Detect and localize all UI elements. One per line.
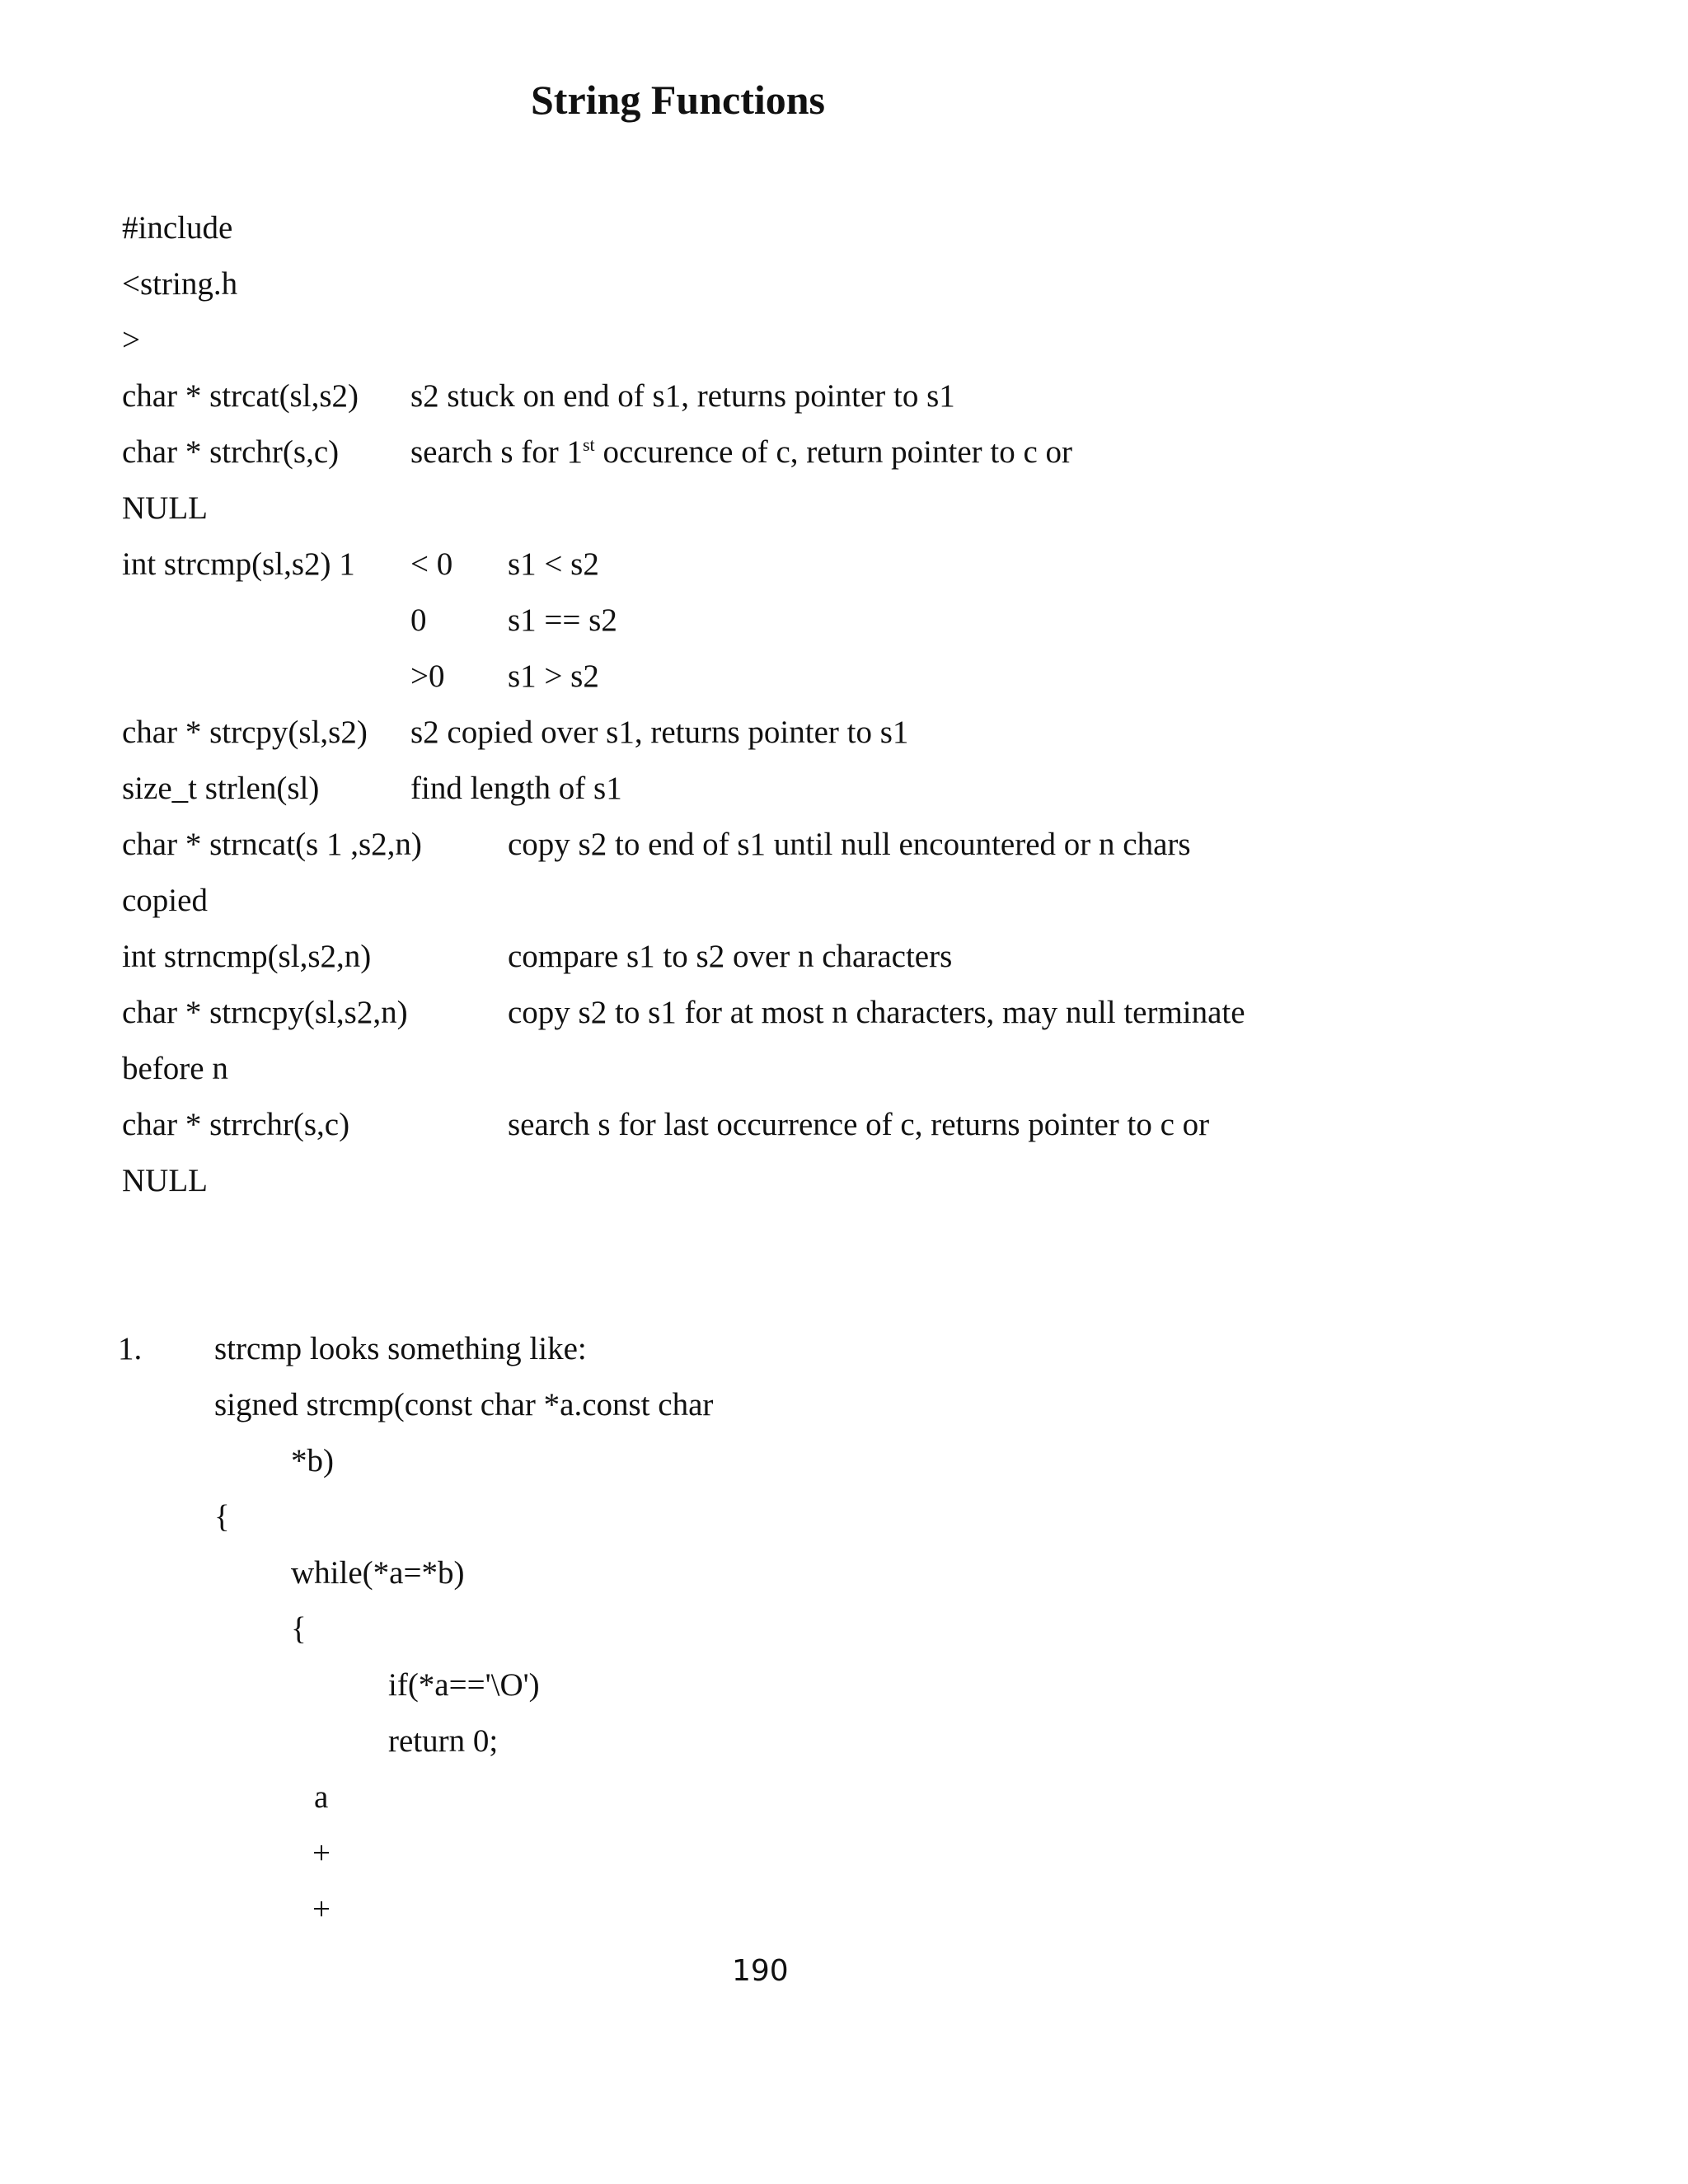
strlen-description: find length of s1	[410, 771, 622, 806]
strchr-description-part2: occurence of c, return pointer to c or	[594, 434, 1072, 470]
code-line: while(*a=*b)	[291, 1555, 465, 1591]
strrchr-signature: char * strrchr(s,c)	[122, 1107, 350, 1142]
include-directive: #include	[122, 210, 233, 246]
strcat-description: s2 stuck on end of s1, returns pointer to s1	[410, 378, 955, 414]
code-line: if(*a=='\O')	[388, 1667, 540, 1703]
strncpy-description-continued: before n	[122, 1051, 228, 1086]
strncat-description: copy s2 to end of s1 until null encountered or n chars	[508, 827, 1191, 862]
code-line: +	[312, 1891, 331, 1927]
strrchr-description: search s for last occurrence of c, returns pointer to c or	[508, 1107, 1210, 1142]
strcpy-signature: char * strcpy(sl,s2)	[122, 715, 368, 750]
strcmp-case-meaning: s1 < s2	[508, 546, 599, 582]
page-number: 190	[732, 1954, 789, 1988]
strrchr-description-continued: NULL	[122, 1163, 208, 1198]
strncat-signature: char * strncat(s 1 ,s2,n)	[122, 827, 422, 862]
ordinal-superscript: st	[583, 434, 595, 455]
strcat-signature: char * strcat(sl,s2)	[122, 378, 359, 414]
strncpy-signature: char * strncpy(sl,s2,n)	[122, 995, 408, 1030]
strncmp-description: compare s1 to s2 over n characters	[508, 939, 953, 974]
code-line: return 0;	[388, 1723, 499, 1759]
page-title: String Functions	[531, 77, 826, 123]
code-line: signed strcmp(const char *a.const char	[214, 1387, 714, 1422]
strcmp-case-meaning: s1 == s2	[508, 602, 617, 638]
strlen-signature: size_t strlen(sl)	[122, 771, 320, 806]
strcmp-case-meaning: s1 > s2	[508, 658, 599, 694]
code-line: {	[291, 1611, 307, 1647]
strchr-signature: char * strchr(s,c)	[122, 434, 340, 470]
code-line: *b)	[291, 1443, 334, 1479]
strcmp-case-condition: < 0	[410, 546, 453, 582]
strcmp-case-condition: 0	[410, 602, 427, 638]
strchr-description	[410, 436, 1072, 468]
strchr-description-continued: NULL	[122, 490, 208, 526]
strcmp-case-condition: >0	[410, 658, 445, 694]
code-line: a	[314, 1779, 329, 1815]
include-header-close: >	[122, 322, 140, 358]
strcpy-description: s2 copied over s1, returns pointer to s1	[410, 715, 909, 750]
strchr-description-part1: search s for 1	[410, 434, 583, 470]
code-line: {	[214, 1499, 230, 1535]
strcmp-signature: int strcmp(sl,s2) 1	[122, 546, 355, 582]
include-header-name: <string.h	[122, 266, 238, 302]
list-item-intro: strcmp looks something like:	[214, 1331, 587, 1366]
list-number: 1.	[118, 1331, 143, 1366]
strncat-description-continued: copied	[122, 883, 208, 918]
strncpy-description: copy s2 to s1 for at most n characters, may null terminate	[508, 995, 1245, 1030]
strncmp-signature: int strncmp(sl,s2,n)	[122, 939, 372, 974]
code-line: +	[312, 1835, 331, 1871]
